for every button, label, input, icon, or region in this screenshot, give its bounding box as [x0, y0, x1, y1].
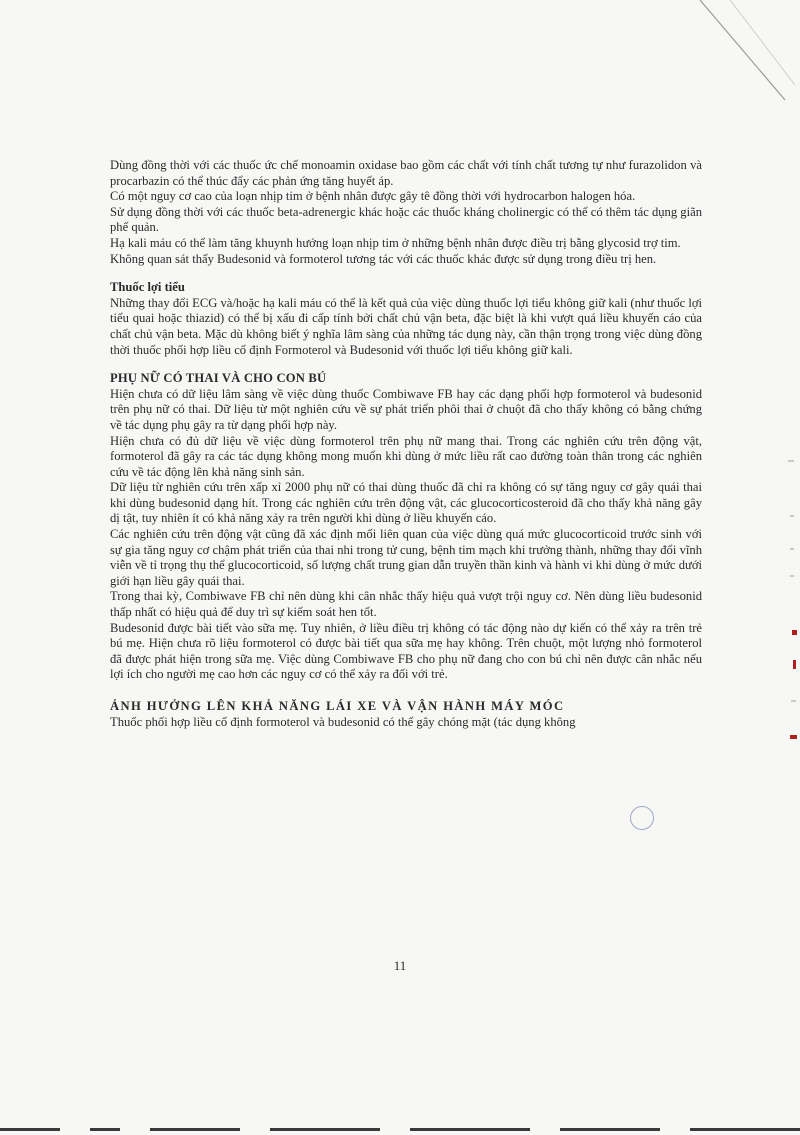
- scan-bottom-edge: [0, 1128, 60, 1131]
- paragraph: Sử dụng đồng thời với các thuốc beta-adrenergic khác hoặc các thuốc kháng cholinergic có thể có thêm tác dụng giãn phế quản.: [110, 204, 702, 235]
- paragraph: Dữ liệu từ nghiên cứu trên xấp xỉ 2000 phụ nữ có thai dùng thuốc đã chỉ ra không có sự tăng nguy cơ gây quái thai khi dùng budesonid dạng hít. Trong các nghiên cứu trên động vật, các glucocorticosteroid đã cho thấy khả năng gây dị tật, tuy nhiên ít có khả năng xảy ra trên người khi dùng ở liều khuyến cáo.: [110, 480, 702, 526]
- scan-bottom-edge: [690, 1128, 800, 1131]
- margin-mark: [790, 548, 794, 550]
- paragraph: Không quan sát thấy Budesonid và formoterol tương tác với các thuốc khác được sử dụng trong điều trị hen.: [110, 251, 657, 266]
- paragraph: Hạ kali máu có thể làm tăng khuynh hướng loạn nhịp tim ở những bệnh nhân được điều trị bằng glycosid trợ tim.: [110, 235, 681, 250]
- paragraph: Hiện chưa có dữ liệu lâm sàng về việc dùng thuốc Combiwave FB hay các dạng phối hợp formoterol và budesonid trên phụ nữ có thai. Dữ liệu từ một nghiên cứu về sự phát triển phôi thai ở chuột đã cho thấy không có bằng chứng về tác dụng phụ gây ra từ dạng phối hợp này.: [110, 386, 702, 432]
- paragraph: Có một nguy cơ cao của loạn nhịp tim ở bệnh nhân được gây tê đồng thời với hydrocarbon halogen hóa.: [110, 189, 636, 204]
- margin-mark: [791, 700, 796, 702]
- margin-red-mark: [792, 630, 797, 635]
- margin-mark: [788, 460, 794, 462]
- scan-bottom-edge: [410, 1128, 530, 1131]
- paragraph: Thuốc phối hợp liều cố định formoterol và budesonid có thể gây chóng mặt (tác dụng không: [110, 714, 576, 729]
- paragraph: Dùng đồng thời với các thuốc ức chế monoamin oxidase bao gồm các chất với tính chất tương tự như furazolidon và procarbazin có thể thúc đẩy các phản ứng tăng huyết áp.: [110, 158, 702, 188]
- page-number: 11: [393, 958, 407, 973]
- margin-mark: [790, 515, 794, 517]
- paragraph: Trong thai kỳ, Combiwave FB chỉ nên dùng khi cân nhắc thấy hiệu quả vượt trội nguy cơ. Nên dùng liều budesonid thấp nhất có hiệu quả để duy trì sự kiểm soát hen tốt.: [110, 589, 702, 620]
- scan-bottom-edge: [270, 1128, 380, 1131]
- section-heading-diuretics: Thuốc lợi tiểu: [110, 280, 185, 295]
- paragraph: Hiện chưa có đủ dữ liệu về việc dùng formoterol trên phụ nữ mang thai. Trong các nghiên cứu trên động vật, formoterol đã gây ra các tác dụng không mong muốn khi dùng ở mức liều rất cao đường toàn thân trong các nghiên cứu về tác động lên khả năng sinh sản.: [110, 433, 702, 479]
- scan-corner-artifact: [690, 0, 800, 110]
- margin-red-mark: [793, 660, 796, 669]
- document-body: [110, 158, 702, 730]
- margin-red-mark: [790, 735, 797, 739]
- section-heading-driving: ẢNH HƯỞNG LÊN KHẢ NĂNG LÁI XE VÀ VẬN HÀNH MÁY MÓC: [110, 699, 565, 713]
- scan-bottom-edge: [90, 1128, 120, 1131]
- scan-bottom-edge: [150, 1128, 240, 1131]
- ink-stamp-mark: [630, 806, 654, 830]
- paragraph: Budesonid được bài tiết vào sữa mẹ. Tuy nhiên, ở liều điều trị không có tác động nào dự kiến có thể xảy ra trên trẻ bú mẹ. Hiện chưa rõ liệu formoterol có được bài tiết qua sữa mẹ hay không. Trên chuột, một lượng nhỏ formoterol đã được phát hiện trong sữa mẹ. Việc dùng Combiwave FB cho phụ nữ đang cho con bú chỉ nên được cân nhắc nếu lợi ích cho người mẹ cao hơn các nguy cơ có thể xảy ra đối với trẻ.: [110, 620, 702, 682]
- margin-mark: [790, 575, 794, 577]
- paragraph: Những thay đổi ECG và/hoặc hạ kali máu có thể là kết quả của việc dùng thuốc lợi tiểu không giữ kali (như thuốc lợi tiểu quai hoặc thiazid) có thể bị xấu đi cấp tính bởi chất chủ vận beta, đặc biệt là khi vượt quá liều khuyến cáo của chất chủ vận beta. Mặc dù không biết ý nghĩa lâm sàng của những tác dụng này, cần thận trọng trong việc dùng đồng thời thuốc phối hợp liều cố định Formoterol và Budesonid với thuốc lợi tiểu không giữ kali.: [110, 295, 702, 357]
- section-heading-pregnancy: PHỤ NỮ CÓ THAI VÀ CHO CON BÚ: [110, 371, 327, 386]
- paragraph: Các nghiên cứu trên động vật cũng đã xác định mối liên quan của việc dùng quá mức glucocorticoid trước sinh với sự gia tăng nguy cơ chậm phát triển của thai nhi trong tử cung, bệnh tim mạch khi trưởng thành, những thay đổi vĩnh viễn về tỉ trọng thụ thể glucocorticoid, số lượng chất trung gian dẫn truyền thần kinh và hành vi khi dùng ở mức dưới giới hạn liều gây quái thai.: [110, 527, 702, 588]
- scan-bottom-edge: [560, 1128, 660, 1131]
